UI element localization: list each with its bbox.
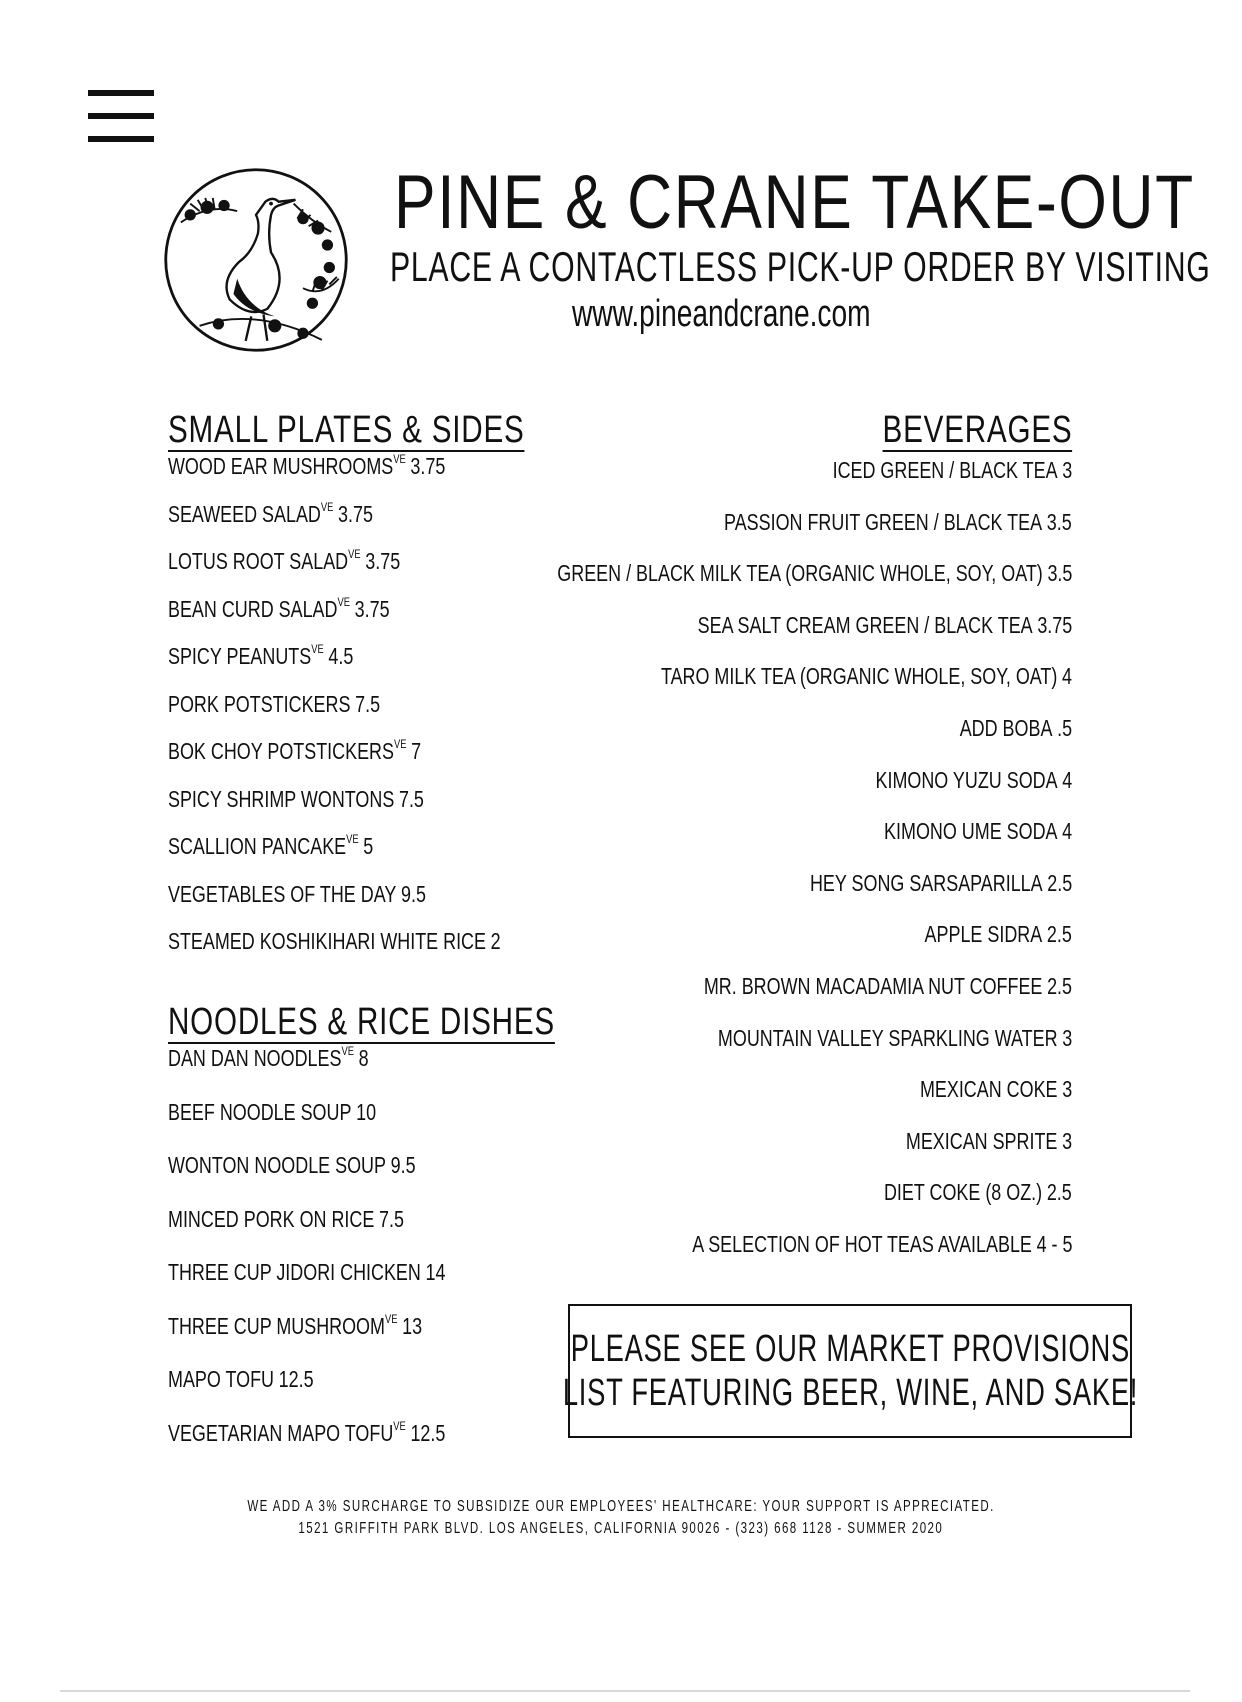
surcharge-text: WE ADD A 3% SURCHARGE TO SUBSIDIZE OUR EMPLOYEES' HEALTHCARE: YOUR SUPPORT IS APPRECIATED. [247,1498,995,1515]
menu-item [168,832,373,860]
item-price: 3 [1062,1076,1072,1103]
item-name: HEY SONG SARSAPARILLA [809,869,1043,896]
item-price: 3.75 [365,548,401,574]
item-name: A SELECTION OF HOT TEAS AVAILABLE [691,1231,1032,1257]
item-name: KIMONO YUZU SODA [875,766,1058,793]
beverage-item [925,920,1072,948]
beverage-item [661,662,1072,690]
menu-item [168,452,445,480]
menu-item [168,595,390,623]
item-name: MEXICAN COKE [919,1076,1058,1103]
beverage-item [832,456,1072,484]
menu-item [168,737,421,765]
vegan-tag: VE [337,594,350,609]
small-plates-heading: SMALL PLATES & SIDES [168,409,525,451]
item-name: PORK POTSTICKERS [168,690,351,717]
hamburger-menu-icon[interactable] [88,90,154,142]
item-price: 3.75 [338,500,373,527]
item-price: 2 [490,928,501,954]
item-name: DIET COKE (8 OZ.) [884,1179,1043,1206]
beverage-item [960,714,1072,742]
promo-line-1: PLEASE SEE OUR MARKET PROVISIONS [570,1328,1130,1370]
item-price: 3 [1062,457,1072,483]
beverages-heading: BEVERAGES [882,409,1072,451]
beverage-item [906,1127,1072,1155]
item-name: WONTON NOODLE SOUP [168,1152,386,1178]
item-price: 2.5 [1047,921,1072,948]
item-name: THREE CUP JIDORI CHICKEN [168,1259,421,1285]
item-name: DAN DAN NOODLES [168,1045,342,1071]
item-name: VEGETARIAN MAPO TOFU [168,1419,394,1446]
item-price: 4.5 [328,643,354,669]
page-subtitle: PLACE A CONTACTLESS PICK-UP ORDER BY VISITING [390,243,1211,290]
item-name: BOK CHOY POTSTICKERS [168,738,394,764]
item-name: MEXICAN SPRITE [905,1127,1058,1154]
item-price: 4 - 5 [1036,1231,1072,1257]
item-name: KIMONO UME SODA [883,818,1058,845]
item-name: ADD BOBA [959,715,1053,741]
item-price: 3.5 [1047,508,1072,535]
market-provisions-box [562,1304,1138,1438]
item-name: GREEN / BLACK MILK TEA (ORGANIC WHOLE, SOY, OAT) [556,560,1043,587]
item-name: SPICY PEANUTS [168,643,312,669]
surcharge-note [0,1496,1242,1518]
item-name: LOTUS ROOT SALAD [168,548,349,574]
beverage-item [724,508,1072,536]
menu-item [168,880,426,908]
item-name: SPICY SHRIMP WONTONS [168,785,395,812]
item-name: MR. BROWN MACADAMIA NUT COFFEE [703,973,1043,999]
menu-bar [88,113,154,119]
item-price: 2.5 [1047,973,1072,999]
menu-item [168,927,501,955]
vegan-tag: VE [393,452,406,466]
item-price: 4 [1062,766,1072,793]
beverage-item [920,1075,1072,1103]
item-price: 3.75 [1037,611,1072,638]
item-name: WOOD EAR MUSHROOMS [168,453,394,479]
vegan-tag: VE [311,642,324,656]
menu-item [168,1312,422,1340]
item-price: 12.5 [410,1419,446,1446]
vegan-tag: VE [320,499,334,514]
item-price: 7.5 [355,690,381,717]
item-name: STEAMED KOSHIKIHARI WHITE RICE [168,928,486,954]
item-price: 2.5 [1047,1179,1072,1206]
item-price: 4 [1062,818,1072,845]
item-name: APPLE SIDRA [924,921,1043,948]
item-price: 9.5 [390,1152,416,1178]
item-name: MAPO TOFU [168,1366,274,1392]
vegan-tag: VE [384,1311,398,1326]
item-name: PASSION FRUIT GREEN / BLACK TEA [724,508,1043,535]
item-price: .5 [1057,715,1072,741]
item-price: 10 [356,1098,377,1125]
vegan-tag: VE [393,737,407,751]
menu-item [168,1258,445,1286]
menu-bar [88,136,154,142]
item-price: 7.5 [398,785,424,812]
item-name: VEGETABLES OF THE DAY [168,880,397,907]
menu-bar [88,90,154,96]
item-name: MINCED PORK ON RICE [168,1205,375,1232]
menu-item [168,1419,445,1447]
item-price: 2.5 [1047,869,1072,896]
item-name: BEEF NOODLE SOUP [168,1098,352,1125]
promo-line-2: LIST FEATURING BEER, WINE, AND SAKE! [562,1372,1138,1414]
menu-item [168,547,400,575]
item-price: 9.5 [400,880,426,907]
menu-item [168,642,353,670]
menu-item [168,1151,416,1179]
item-name: SEAWEED SALAD [168,500,321,527]
beverage-item [718,1024,1072,1052]
item-price: 3 [1062,1127,1072,1154]
item-price: 8 [358,1045,369,1071]
menu-item [168,785,424,813]
address-line [0,1518,1242,1540]
item-price: 4 [1062,663,1072,690]
item-name: SCALLION PANCAKE [168,833,347,859]
item-price: 12.5 [278,1366,314,1392]
beverage-item [692,1230,1072,1258]
noodles-heading: NOODLES & RICE DISHES [168,1001,555,1043]
vegan-tag: VE [348,547,361,561]
item-price: 13 [402,1312,423,1339]
beverage-item [884,1178,1072,1206]
item-price: 7 [411,738,422,764]
beverage-item [697,611,1072,639]
beverage-item [557,559,1072,587]
menu-item [168,690,380,718]
item-price: 3.75 [410,453,446,479]
item-name: TARO MILK TEA (ORGANIC WHOLE, SOY, OAT) [660,663,1058,690]
beverage-item [875,766,1072,794]
item-name: MOUNTAIN VALLEY SPARKLING WATER [717,1024,1058,1051]
item-name: ICED GREEN / BLACK TEA [832,457,1058,483]
menu-item [168,1044,369,1072]
item-price: 3.5 [1047,560,1072,587]
item-price: 5 [363,833,374,859]
menu-item [168,1205,404,1233]
vegan-tag: VE [393,1418,406,1433]
page-title: PINE & CRANE TAKE-OUT [394,160,1195,245]
item-price: 3 [1062,1024,1072,1051]
menu-item [168,500,373,528]
item-name: SEA SALT CREAM GREEN / BLACK TEA [697,611,1033,638]
menu-item [168,1365,314,1393]
item-name: BEAN CURD SALAD [168,595,338,622]
vegan-tag: VE [346,832,359,846]
crane-logo-icon [162,166,350,354]
address-text: 1521 GRIFFITH PARK BLVD. LOS ANGELES, CALIFORNIA 90026 - (323) 668 1128 - SUMMER 2020 [298,1520,944,1537]
website-link[interactable]: www.pineandcrane.com [572,293,871,335]
page-divider [60,1690,1190,1692]
item-name: THREE CUP MUSHROOM [168,1312,385,1339]
item-price: 3.75 [354,595,390,622]
beverage-item [810,869,1072,897]
menu-item [168,1098,376,1126]
beverage-item [704,972,1072,1000]
item-price: 14 [425,1259,446,1285]
beverage-item [884,817,1072,845]
vegan-tag: VE [341,1044,354,1058]
item-price: 7.5 [379,1205,404,1232]
